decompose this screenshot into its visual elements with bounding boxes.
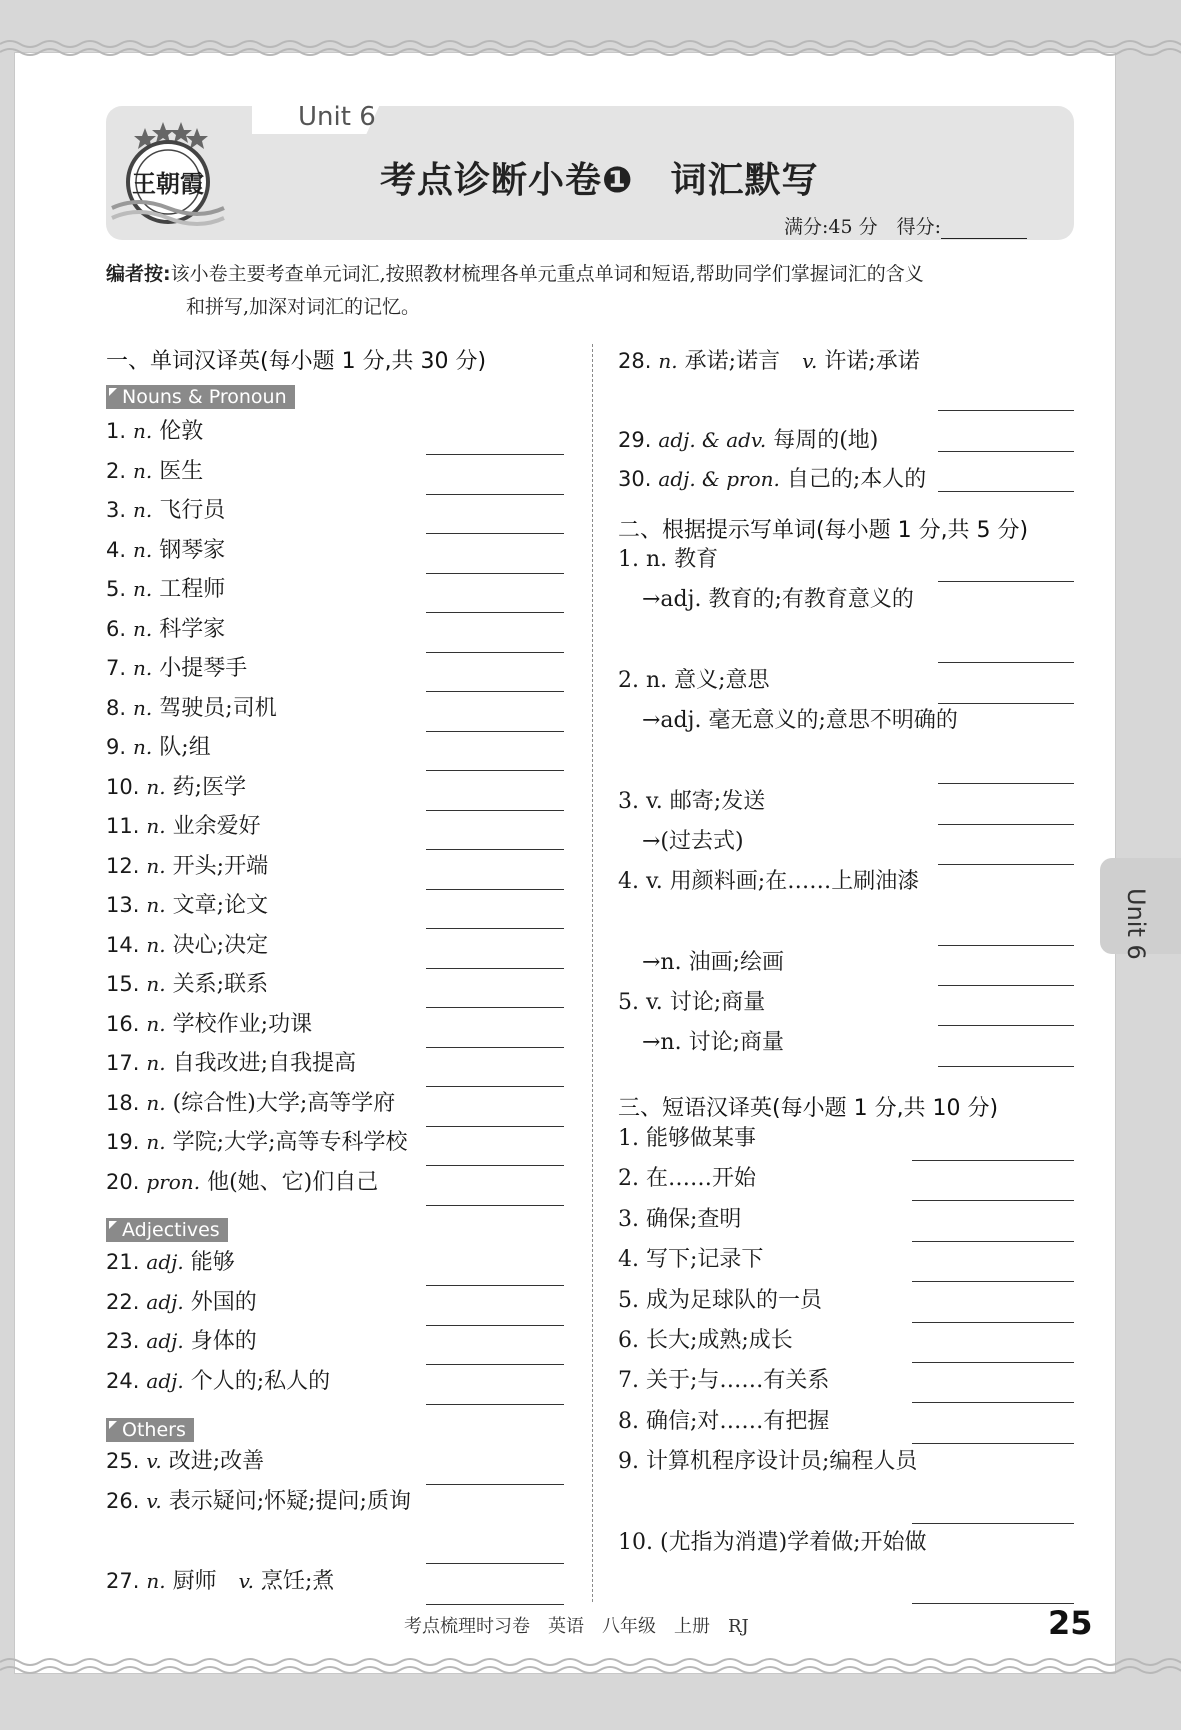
footer-text: 考点梳理时习卷 英语 八年级 上册 RJ bbox=[404, 1616, 749, 1637]
part-of-speech: n. bbox=[133, 656, 153, 680]
item-meaning: 医生 bbox=[159, 459, 204, 484]
answer-blank[interactable] bbox=[426, 770, 564, 771]
item-meaning: 科学家 bbox=[159, 617, 226, 642]
part-of-speech: n. bbox=[146, 775, 166, 799]
item-meaning: 自己的;本人的 bbox=[786, 467, 927, 492]
vocab-item bbox=[106, 967, 268, 998]
hint-item: →adj. 教育的;有教育意义的 bbox=[642, 587, 914, 612]
part-of-speech: adj. bbox=[146, 1250, 184, 1274]
item-number: 27. bbox=[106, 1569, 140, 1593]
score-blank[interactable] bbox=[941, 220, 1027, 239]
vocab-item bbox=[106, 928, 268, 959]
item-number: 15. bbox=[106, 972, 140, 996]
item-meaning: 小提琴手 bbox=[159, 656, 248, 681]
hint-item: →n. 讨论;商量 bbox=[642, 1030, 785, 1055]
editor-note-label: 编者按: bbox=[106, 263, 171, 285]
item-meaning: 自我改进;自我提高 bbox=[172, 1051, 357, 1076]
vocab-item bbox=[106, 493, 225, 524]
hint-item: 1. n. 教育 bbox=[618, 547, 719, 572]
item-number: 16. bbox=[106, 1012, 140, 1036]
phrase-item: 6. 长大;成熟;成长 bbox=[618, 1328, 793, 1353]
section3-title: 三、短语汉译英(每小题 1 分,共 10 分) bbox=[618, 1096, 999, 1121]
item-meaning: 承诺;诺言 bbox=[684, 349, 803, 374]
item-meaning: 文章;论文 bbox=[172, 893, 269, 918]
part-of-speech: v. bbox=[146, 1489, 162, 1513]
part-of-speech: n. bbox=[146, 1012, 166, 1036]
answer-blank[interactable] bbox=[912, 1402, 1074, 1403]
vocab-item bbox=[106, 809, 261, 840]
unit-label: Unit 6 bbox=[298, 102, 376, 132]
item-meaning: 个人的;私人的 bbox=[190, 1369, 331, 1394]
answer-blank[interactable] bbox=[426, 1126, 564, 1127]
item-meaning: 身体的 bbox=[190, 1329, 257, 1354]
part-of-speech: n. bbox=[146, 1569, 166, 1593]
answer-blank[interactable] bbox=[426, 1364, 564, 1365]
item-meaning: 外国的 bbox=[190, 1290, 257, 1315]
answer-blank[interactable] bbox=[912, 1200, 1074, 1201]
item-meaning: 厨师 bbox=[172, 1569, 239, 1594]
item-number: 1. bbox=[106, 419, 127, 443]
part-of-speech: n. bbox=[133, 459, 153, 483]
item-number: 19. bbox=[106, 1130, 140, 1154]
vocab-item bbox=[106, 1245, 235, 1276]
answer-blank[interactable] bbox=[426, 1404, 564, 1405]
part-of-speech: n. bbox=[133, 617, 153, 641]
answer-blank[interactable] bbox=[938, 783, 1074, 784]
vocab-item bbox=[106, 454, 203, 485]
item-meaning: 驾驶员;司机 bbox=[159, 696, 277, 721]
answer-blank[interactable] bbox=[912, 1281, 1074, 1282]
answer-blank[interactable] bbox=[426, 1484, 564, 1485]
part-of-speech: n. bbox=[133, 538, 153, 562]
part-of-speech: n. bbox=[146, 893, 166, 917]
item-number: 21. bbox=[106, 1250, 140, 1274]
item-meaning: 他(她、它)们自己 bbox=[207, 1170, 379, 1195]
item-meaning-2: 许诺;承诺 bbox=[824, 349, 920, 374]
page-title: 考点诊断小卷❶ 词汇默写 bbox=[380, 160, 819, 201]
answer-blank[interactable] bbox=[426, 928, 564, 929]
part-of-speech: adj. bbox=[146, 1329, 184, 1353]
phrase-item: 1. 能够做某事 bbox=[618, 1126, 756, 1151]
item-number: 8. bbox=[106, 696, 127, 720]
part-of-speech: adj. & pron. bbox=[658, 467, 780, 491]
answer-blank[interactable] bbox=[938, 410, 1074, 411]
answer-blank[interactable] bbox=[912, 1322, 1074, 1323]
editor-note-line2: 和拼写,加深对词汇的记忆。 bbox=[186, 296, 421, 318]
item-meaning: 改进;改善 bbox=[168, 1449, 265, 1474]
answer-blank[interactable] bbox=[938, 662, 1074, 663]
item-meaning: (综合性)大学;高等学府 bbox=[172, 1091, 396, 1116]
item-meaning: 药;医学 bbox=[172, 775, 247, 800]
bottom-wave-border bbox=[0, 1650, 1181, 1690]
hint-item: 3. v. 邮寄;发送 bbox=[618, 789, 766, 814]
item-meaning: 学院;大学;高等专科学校 bbox=[172, 1130, 408, 1155]
item-meaning: 开头;开端 bbox=[172, 854, 269, 879]
vocab-item bbox=[106, 1564, 334, 1595]
answer-blank[interactable] bbox=[426, 849, 564, 850]
vocab-item bbox=[106, 1285, 257, 1316]
item-meaning: 决心;决定 bbox=[172, 933, 269, 958]
answer-blank[interactable] bbox=[938, 491, 1074, 492]
vocab-item bbox=[106, 651, 247, 682]
phrase-item: 9. 计算机程序设计员;编程人员 bbox=[618, 1449, 918, 1474]
item-number: 18. bbox=[106, 1091, 140, 1115]
item-number: 14. bbox=[106, 933, 140, 957]
part-of-speech-2: v. bbox=[802, 349, 818, 373]
page-number: 25 bbox=[1048, 1604, 1093, 1642]
item-number: 3. bbox=[106, 498, 127, 522]
part-of-speech: n. bbox=[146, 814, 166, 838]
answer-blank[interactable] bbox=[426, 731, 564, 732]
part-of-speech: n. bbox=[146, 972, 166, 996]
hint-item: 4. v. 用颜料画;在……上刷油漆 bbox=[618, 869, 920, 894]
part-of-speech: n. bbox=[658, 349, 678, 373]
answer-blank[interactable] bbox=[426, 1007, 564, 1008]
item-number: 25. bbox=[106, 1449, 140, 1473]
answer-blank[interactable] bbox=[426, 454, 564, 455]
part-of-speech: n. bbox=[133, 735, 153, 759]
answer-blank[interactable] bbox=[426, 494, 564, 495]
answer-blank[interactable] bbox=[938, 985, 1074, 986]
score-label: 满分:45 分 得分: bbox=[784, 216, 942, 238]
item-number: 26. bbox=[106, 1489, 140, 1513]
item-number: 2. bbox=[106, 459, 127, 483]
item-meaning-2: 烹饪;煮 bbox=[260, 1569, 335, 1594]
part-of-speech: n. bbox=[133, 419, 153, 443]
item-meaning: 工程师 bbox=[159, 577, 226, 602]
answer-blank[interactable] bbox=[912, 1523, 1074, 1524]
answer-blank[interactable] bbox=[426, 968, 564, 969]
item-meaning: 队;组 bbox=[159, 735, 211, 760]
editor-note bbox=[106, 258, 1076, 324]
item-number: 4. bbox=[106, 538, 127, 562]
answer-blank[interactable] bbox=[938, 581, 1074, 582]
answer-blank[interactable] bbox=[426, 1563, 564, 1564]
item-number: 29. bbox=[618, 428, 652, 452]
vocab-item bbox=[106, 414, 203, 445]
vocab-item bbox=[106, 888, 268, 919]
part-of-speech: n. bbox=[146, 854, 166, 878]
vocab-item bbox=[618, 344, 920, 375]
phrase-item: 8. 确信;对……有把握 bbox=[618, 1409, 830, 1434]
vocab-item bbox=[106, 1165, 378, 1196]
part-of-speech: v. bbox=[146, 1449, 162, 1473]
answer-blank[interactable] bbox=[426, 652, 564, 653]
part-of-speech: n. bbox=[146, 1051, 166, 1075]
hint-item: →(过去式) bbox=[642, 829, 744, 854]
answer-blank[interactable] bbox=[912, 1241, 1074, 1242]
vocab-item bbox=[106, 1324, 257, 1355]
tag-adjectives: Adjectives bbox=[106, 1218, 228, 1242]
vocab-item bbox=[106, 572, 225, 603]
answer-blank[interactable] bbox=[426, 573, 564, 574]
answer-blank[interactable] bbox=[426, 1086, 564, 1087]
answer-blank[interactable] bbox=[938, 1025, 1074, 1026]
vocab-item bbox=[106, 691, 277, 722]
item-meaning: 学校作业;功课 bbox=[172, 1012, 313, 1037]
item-meaning: 钢琴家 bbox=[159, 538, 226, 563]
part-of-speech: n. bbox=[133, 696, 153, 720]
item-number: 5. bbox=[106, 577, 127, 601]
part-of-speech: n. bbox=[146, 933, 166, 957]
item-number: 11. bbox=[106, 814, 140, 838]
side-unit-label: Unit 6 bbox=[1122, 888, 1150, 960]
phrase-item: 5. 成为足球队的一员 bbox=[618, 1288, 822, 1313]
answer-blank[interactable] bbox=[426, 1325, 564, 1326]
answer-blank[interactable] bbox=[426, 691, 564, 692]
answer-blank[interactable] bbox=[912, 1160, 1074, 1161]
item-number: 23. bbox=[106, 1329, 140, 1353]
hint-item: 2. n. 意义;意思 bbox=[618, 668, 770, 693]
vocab-item bbox=[106, 612, 225, 643]
item-meaning: 伦敦 bbox=[159, 419, 204, 444]
item-number: 9. bbox=[106, 735, 127, 759]
part-of-speech: adj. bbox=[146, 1290, 184, 1314]
answer-blank[interactable] bbox=[938, 451, 1074, 452]
score-line bbox=[784, 212, 1027, 239]
tag-nouns-pronoun: Nouns & Pronoun bbox=[106, 385, 295, 409]
part-of-speech: n. bbox=[146, 1091, 166, 1115]
hint-item: →adj. 毫无意义的;意思不明确的 bbox=[642, 708, 958, 733]
answer-blank[interactable] bbox=[426, 1285, 564, 1286]
answer-blank[interactable] bbox=[426, 1604, 564, 1605]
part-of-speech: adj. bbox=[146, 1369, 184, 1393]
answer-blank[interactable] bbox=[938, 824, 1074, 825]
item-number: 28. bbox=[618, 349, 652, 373]
vocab-item bbox=[106, 1007, 312, 1038]
vocab-item bbox=[106, 770, 246, 801]
vocab-item bbox=[106, 533, 225, 564]
vocab-item bbox=[106, 1364, 330, 1395]
vocab-item bbox=[106, 1484, 411, 1515]
brand-logo-seal bbox=[108, 118, 228, 234]
item-number: 6. bbox=[106, 617, 127, 641]
vocab-item bbox=[106, 849, 268, 880]
section2-title: 二、根据提示写单词(每小题 1 分,共 5 分) bbox=[618, 518, 1029, 543]
answer-blank[interactable] bbox=[426, 612, 564, 613]
column-divider bbox=[592, 344, 593, 1602]
vocab-item bbox=[106, 1125, 407, 1156]
item-number: 30. bbox=[618, 467, 652, 491]
part-of-speech: n. bbox=[133, 577, 153, 601]
part-of-speech: adj. & adv. bbox=[658, 428, 767, 452]
answer-blank[interactable] bbox=[426, 889, 564, 890]
answer-blank[interactable] bbox=[938, 945, 1074, 946]
item-number: 12. bbox=[106, 854, 140, 878]
vocab-item bbox=[106, 1046, 356, 1077]
vocab-item bbox=[618, 462, 926, 493]
item-number: 10. bbox=[106, 775, 140, 799]
svg-text:王朝霞: 王朝霞 bbox=[132, 169, 204, 198]
answer-blank[interactable] bbox=[426, 1047, 564, 1048]
side-unit-tab bbox=[1100, 858, 1181, 960]
top-wave-border bbox=[0, 30, 1181, 70]
item-number: 24. bbox=[106, 1369, 140, 1393]
answer-blank[interactable] bbox=[426, 533, 564, 534]
vocab-item bbox=[106, 1086, 395, 1117]
answer-blank[interactable] bbox=[426, 1165, 564, 1166]
phrase-item: 2. 在……开始 bbox=[618, 1166, 756, 1191]
phrase-item: 4. 写下;记录下 bbox=[618, 1247, 764, 1272]
part-of-speech-2: v. bbox=[238, 1569, 254, 1593]
vocab-item bbox=[106, 730, 211, 761]
item-meaning: 关系;联系 bbox=[172, 972, 269, 997]
item-meaning: 表示疑问;怀疑;提问;质询 bbox=[168, 1489, 411, 1514]
answer-blank[interactable] bbox=[912, 1362, 1074, 1363]
hint-item: 5. v. 讨论;商量 bbox=[618, 990, 766, 1015]
answer-blank[interactable] bbox=[426, 1205, 564, 1206]
item-meaning: 飞行员 bbox=[159, 498, 226, 523]
phrase-item: 3. 确保;查明 bbox=[618, 1207, 742, 1232]
tag-others: Others bbox=[106, 1418, 194, 1442]
item-number: 17. bbox=[106, 1051, 140, 1075]
answer-blank[interactable] bbox=[938, 864, 1074, 865]
answer-blank[interactable] bbox=[938, 1066, 1074, 1067]
part-of-speech: n. bbox=[133, 498, 153, 522]
phrase-item: 7. 关于;与……有关系 bbox=[618, 1368, 830, 1393]
phrase-item: 10. (尤指为消遣)学着做;开始做 bbox=[618, 1530, 927, 1555]
item-meaning: 能够 bbox=[190, 1250, 235, 1275]
part-of-speech: n. bbox=[146, 1130, 166, 1154]
item-meaning: 每周的(地) bbox=[773, 428, 879, 453]
hint-item: →n. 油画;绘画 bbox=[642, 950, 785, 975]
answer-blank[interactable] bbox=[912, 1443, 1074, 1444]
item-number: 20. bbox=[106, 1170, 140, 1194]
item-number: 7. bbox=[106, 656, 127, 680]
item-number: 22. bbox=[106, 1290, 140, 1314]
vocab-item bbox=[618, 423, 878, 454]
item-number: 13. bbox=[106, 893, 140, 917]
answer-blank[interactable] bbox=[426, 810, 564, 811]
item-meaning: 业余爱好 bbox=[172, 814, 261, 839]
section1-title: 一、单词汉译英(每小题 1 分,共 30 分) bbox=[106, 349, 487, 374]
vocab-item bbox=[106, 1444, 264, 1475]
editor-note-line1: 该小卷主要考查单元词汇,按照教材梳理各单元重点单词和短语,帮助同学们掌握词汇的含义 bbox=[170, 263, 924, 285]
part-of-speech: pron. bbox=[146, 1170, 201, 1194]
answer-blank[interactable] bbox=[938, 703, 1074, 704]
